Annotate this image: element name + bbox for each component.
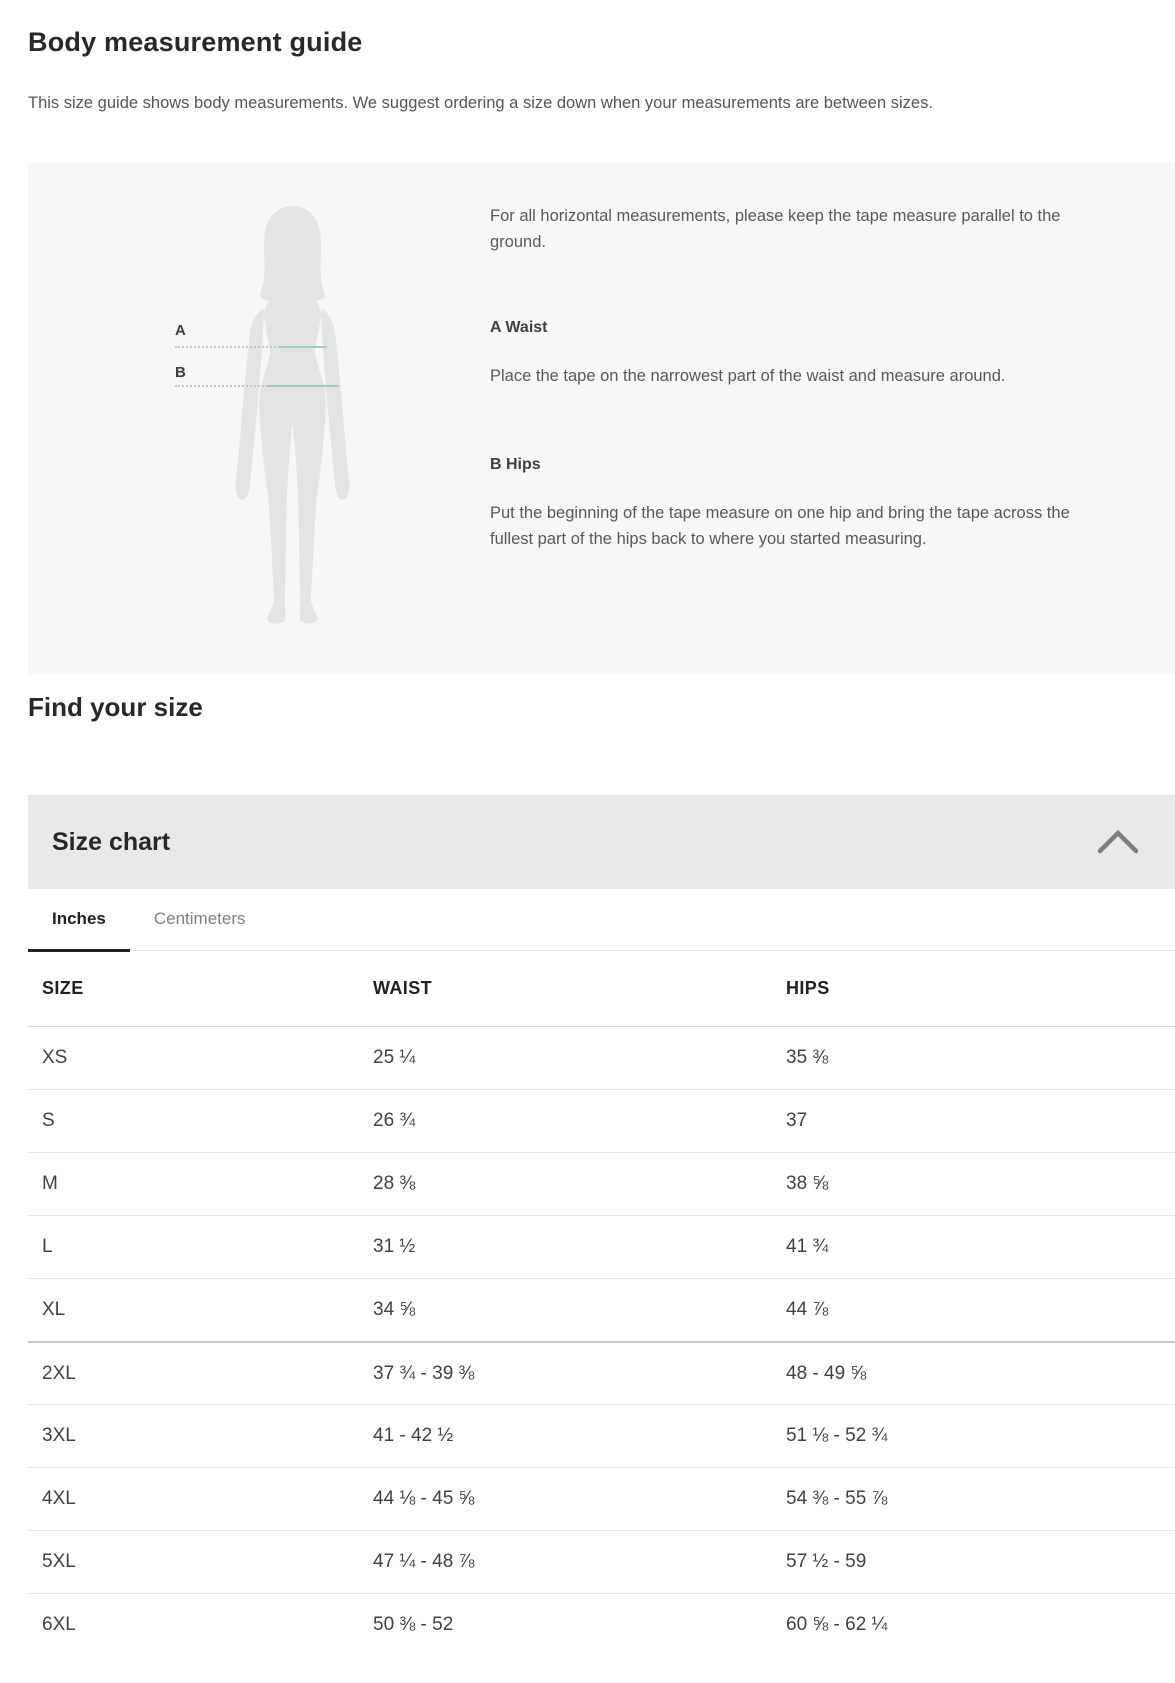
tab-centimeters[interactable]: Centimeters — [153, 909, 246, 928]
cell-size: L — [42, 1236, 53, 1257]
unit-tabs — [28, 889, 1175, 951]
cell-waist: 37 ¾ - 39 ⅜ — [373, 1362, 475, 1384]
cell-hips: 60 ⅝ - 62 ¼ — [786, 1614, 888, 1635]
waist-section-label: A Waist — [490, 319, 548, 336]
cell-waist: 34 ⅝ — [373, 1299, 416, 1320]
page-title: Body measurement guide — [28, 27, 363, 57]
cell-size: 2XL — [42, 1362, 76, 1384]
cell-hips: 54 ⅜ - 55 ⅞ — [786, 1488, 888, 1509]
table-row — [28, 1089, 1175, 1152]
cell-waist: 31 ½ — [373, 1236, 416, 1257]
table-row — [28, 1026, 1175, 1089]
cell-hips: 44 ⅞ — [786, 1299, 829, 1320]
table-row — [28, 1341, 1175, 1404]
cell-hips: 35 ⅜ — [786, 1047, 829, 1068]
cell-hips: 48 - 49 ⅝ — [786, 1362, 867, 1384]
cell-waist: 44 ⅛ - 45 ⅝ — [373, 1488, 475, 1509]
table-row — [28, 1467, 1175, 1530]
size-guide-page — [0, 26, 1175, 1656]
cell-waist: 28 ⅜ — [373, 1173, 416, 1194]
cell-size: S — [42, 1110, 55, 1131]
collapse-button[interactable] — [1095, 828, 1141, 856]
cell-hips: 57 ½ - 59 — [786, 1551, 867, 1572]
measurement-guide-panel — [28, 163, 1175, 674]
table-row — [28, 1215, 1175, 1278]
cell-size: 5XL — [42, 1551, 76, 1572]
waist-section-text: Place the tape on the narrowest part of the waist and measure around. — [490, 366, 1006, 385]
cell-waist: 26 ¾ — [373, 1110, 416, 1131]
cell-waist: 25 ¼ — [373, 1047, 416, 1068]
tab-inches[interactable]: Inches — [28, 889, 130, 952]
waist-tape-line — [278, 346, 327, 348]
size-chart-title: Size chart — [52, 827, 171, 856]
size-chart-section — [28, 795, 1175, 1656]
size-table-header-row — [28, 951, 1175, 1026]
chevron-up-icon — [1095, 828, 1141, 856]
column-header-hips: HIPS — [786, 978, 830, 998]
cell-hips: 51 ⅛ - 52 ¾ — [786, 1425, 888, 1446]
cell-size: M — [42, 1173, 58, 1194]
cell-size: XS — [42, 1047, 68, 1068]
cell-hips: 37 — [786, 1110, 808, 1131]
table-row — [28, 1593, 1175, 1656]
cell-waist: 41 - 42 ½ — [373, 1425, 454, 1446]
body-silhouette-image — [230, 193, 355, 641]
size-chart-header[interactable] — [28, 795, 1175, 889]
intro-text: This size guide shows body measurements. We suggest ordering a size down when your measurements are between sizes. — [28, 94, 933, 112]
hips-section-text: Put the beginning of the tape measure on one hip and bring the tape across the fullest part of the hips back to where you started measuring. — [490, 503, 1070, 548]
table-row — [28, 1530, 1175, 1593]
column-header-waist: WAIST — [373, 978, 432, 998]
cell-hips: 38 ⅝ — [786, 1173, 829, 1194]
cell-hips: 41 ¾ — [786, 1236, 829, 1257]
cell-size: 3XL — [42, 1425, 76, 1446]
find-your-size-title: Find your size — [28, 692, 203, 722]
cell-size: XL — [42, 1299, 66, 1320]
cell-waist: 50 ⅜ - 52 — [373, 1614, 454, 1635]
measurement-note: For all horizontal measurements, please keep the tape measure parallel to the ground. — [490, 206, 1061, 251]
waist-marker-label: A — [175, 322, 186, 339]
size-table — [28, 951, 1175, 1656]
hips-tape-line — [267, 385, 339, 387]
cell-size: 4XL — [42, 1488, 76, 1509]
hips-section-label: B Hips — [490, 456, 541, 473]
cell-size: 6XL — [42, 1614, 76, 1635]
table-row — [28, 1152, 1175, 1215]
table-row — [28, 1404, 1175, 1467]
cell-waist: 47 ¼ - 48 ⅞ — [373, 1551, 475, 1572]
hips-marker-label: B — [175, 364, 186, 381]
table-row — [28, 1278, 1175, 1341]
size-table-body — [28, 1026, 1175, 1656]
column-header-size: SIZE — [42, 978, 84, 998]
